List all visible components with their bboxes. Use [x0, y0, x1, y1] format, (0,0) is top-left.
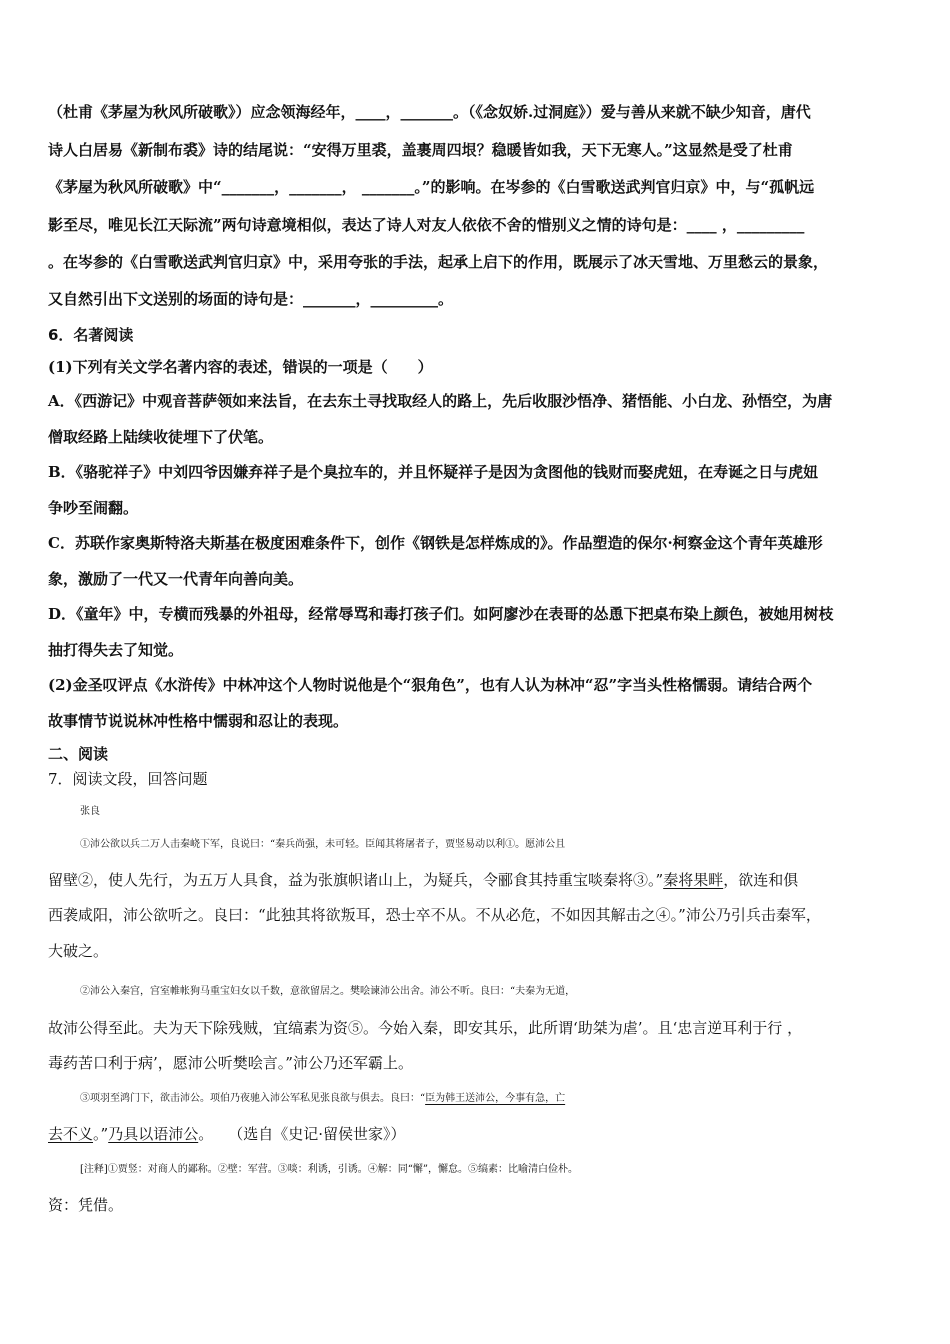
- option-a-line-1: A．《西游记》中观音菩萨领如来法旨，在去东土寻找取经人的路上，先后收服沙悟净、猪悟能、小白龙、孙悟空，为唐: [48, 392, 833, 410]
- question-6-sub-1: (1)下列有关文学名著内容的表述，错误的一项是（ ）: [48, 358, 433, 376]
- passage-p3-line-1: [80, 1089, 940, 1109]
- poetry-line-5: 。在岑参的《白雪歌送武判官归京》中，采用夸张的手法，起承上启下的作用，既展示了冰天雪地、万里愁云的景象，: [48, 253, 829, 271]
- poetry-line-1: （杜甫《茅屋为秋风所破歌》）应念领海经年，____，_______。（《念奴娇.过洞庭》）爱与善从来就不缺少知音，唐代: [48, 103, 811, 121]
- option-a-line-2: 僧取经路上陆续收徒埋下了伏笔。: [48, 428, 274, 446]
- option-c-line-1: C．苏联作家奥斯特洛夫斯基在极度困难条件下，创作《钢铁是怎样炼成的》。作品塑造的保尔·柯察金这个青年英雄形: [48, 534, 823, 552]
- option-d-line-2: 抽打得失去了知觉。: [48, 641, 184, 659]
- option-b-line-1: B．《骆驼祥子》中刘四爷因嫌弃祥子是个臭拉车的，并且怀疑祥子是因为贪图他的钱财而娶虎妞，在寿诞之日与虎妞: [48, 463, 819, 481]
- passage-source: 。 （选自《史记·留侯世家》）: [198, 1125, 406, 1143]
- option-d-line-1: D．《童年》中，专横而残暴的外祖母，经常辱骂和毒打孩子们。如阿廖沙在表哥的怂恿下把桌布染上颜色，被她用树枝: [48, 605, 834, 623]
- annotation-line-1: [注释]①贾竖：对商人的鄙称。②壁：军营。③啖：利诱，引诱。④解：同“懈”，懈怠。⑤缟素：比喻清白俭朴。: [80, 1164, 579, 1175]
- question-7-heading: 7．阅读文段，回答问题: [48, 770, 208, 788]
- annotation-line-2: 资：凭借。: [48, 1196, 124, 1214]
- poetry-line-4: 影至尽，唯见长江天际流”两句诗意境相似，表达了诗人对友人依依不舍的惜别义之情的诗句是：____ ，_________: [48, 216, 805, 234]
- passage-p1-line-3: 西袭咸阳，沛公欲听之。良曰：“此独其将欲叛耳，恐士卒不从。不从必危，不如因其解击之④。”沛公乃引兵击秦军，: [48, 906, 821, 924]
- passage-p3-line-2: [48, 1124, 908, 1144]
- option-b-line-2: 争吵至闹翻。: [48, 499, 139, 517]
- poetry-line-6: 又自然引出下文送别的场面的诗句是：_______，_________。: [48, 290, 454, 308]
- passage-p3-line-1-start: ③项羽至鸿门下，欲击沛公。项伯乃夜驰入沛公军私见张良欲与俱去。良曰：“: [80, 1093, 426, 1104]
- passage-p1-line-2-end: ，欲连和俱: [723, 871, 799, 889]
- passage-title: 张良: [80, 806, 100, 817]
- poetry-line-2: 诗人白居易《新制布裘》诗的结尾说：“安得万里裘，盖裹周四垠？稳暖皆如我，天下无寒人。”这显然是受了杜甫: [48, 141, 793, 159]
- passage-p2-line-3: 毒药苦口利于病’，愿沛公听樊哙言。”沛公乃还军霸上。: [48, 1054, 413, 1072]
- option-c-line-2: 象，激励了一代又一代青年向善向美。: [48, 570, 304, 588]
- question-6-sub-2-line-2: 故事情节说说林冲性格中懦弱和忍让的表现。: [48, 712, 349, 730]
- underlined-sentence-2: 臣为韩王送沛公，今事有急，亡: [425, 1093, 566, 1104]
- poetry-line-3: 《茅屋为秋风所破歌》中“_______，_______， _______。”的影响。在岑参的《白雪歌送武判官归京》中，与“孤帆远: [48, 178, 815, 196]
- question-6-heading: 6．名著阅读: [48, 326, 134, 344]
- question-6-sub-2-line-1: (2)金圣叹评点《水浒传》中林冲这个人物时说他是个“狠角色”，也有人认为林冲“忍”字当头性格懦弱。请结合两个: [48, 676, 813, 694]
- section-2-heading: 二、阅读: [48, 745, 109, 763]
- passage-p2-line-1: ②沛公入秦宫，宫室帷帐狗马重宝妇女以千数，意欲留居之。樊哙谏沛公出舍。沛公不听。良曰：“夫秦为无道，: [80, 986, 576, 997]
- passage-p2-line-2: 故沛公得至此。夫为天下除残贼，宜缟素为资⑤。今始入秦，即安其乐，此所谓‘助桀为虐’。且‘忠言逆耳利于行 ，: [48, 1019, 803, 1037]
- passage-p1-line-4: 大破之。: [48, 942, 109, 960]
- underlined-sentence-3: 乃具以语沛公: [108, 1125, 199, 1143]
- passage-p1-line-2: [48, 870, 908, 890]
- passage-p1-line-2-start: 留壁②，使人先行，为五万人具食，益为张旗帜诸山上，为疑兵，令郦食其持重宝啖秦将③。”: [48, 871, 664, 889]
- passage-p3-line-2-mid: 。”: [93, 1125, 109, 1143]
- underlined-sentence-1: 秦将果畔: [663, 871, 724, 889]
- passage-p1-line-1: ①沛公欲以兵二万人击秦峣下军，良说曰：“秦兵尚强，未可轻。臣闻其将屠者子，贾竖易动以利①。愿沛公且: [80, 839, 566, 850]
- underlined-sentence-2-end: 去不义: [48, 1125, 94, 1143]
